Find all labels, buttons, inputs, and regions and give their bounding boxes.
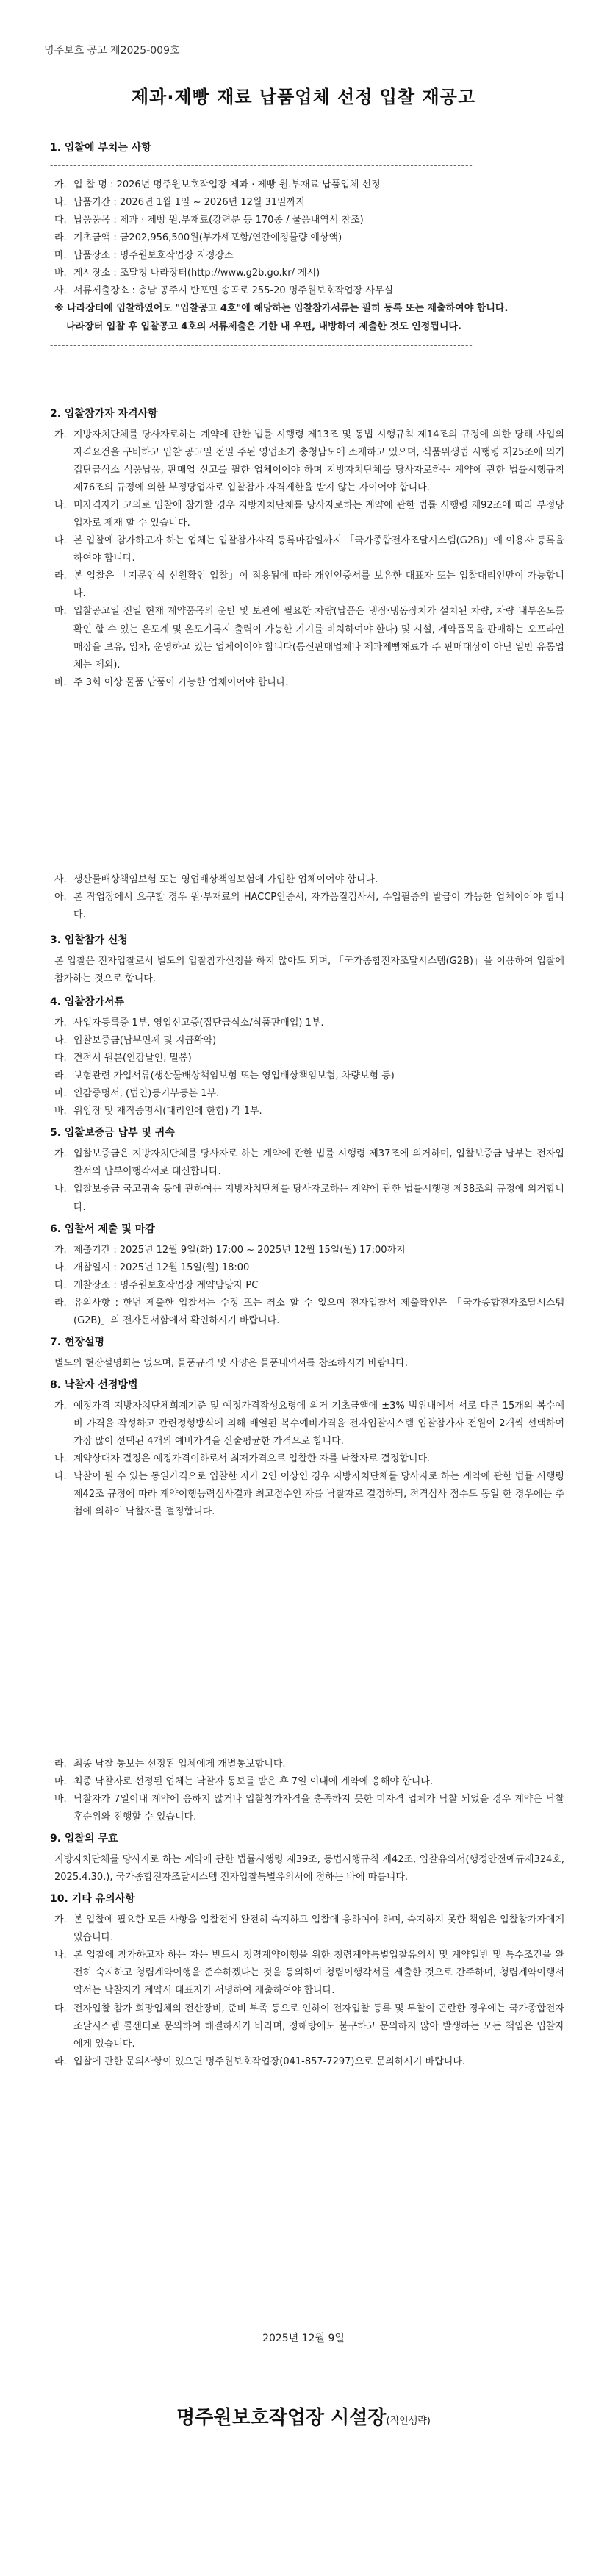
list-item-marker: 나.	[54, 1184, 67, 1195]
item-list	[50, 1398, 564, 1521]
list-item-text: 서류제출장소 : 충남 공주시 반포면 송곡로 255-20 명주원보호작업장 사무실	[73, 285, 394, 297]
section-text: 지방자치단체를 당사자로 하는 계약에 관한 법률시행령 제39조, 동법시행규칙 제42조, 입찰유의서(행정안전예규제324호, 2025.4.30.), 국가종합전자조달시스템 전자입찰특별유의서에 정하는 바에 따릅니다.	[54, 1854, 564, 1883]
section-text: 별도의 현장설명회는 없으며, 물품규격 및 사양은 물품내역서를 참조하시기 바랍니다.	[54, 1357, 408, 1369]
list-item-marker: 가.	[54, 1400, 67, 1412]
section-heading: 8. 낙찰자 선정방법	[50, 1378, 138, 1391]
list-item-marker: 다.	[54, 2003, 67, 2014]
section-heading: 9. 입찰의 무효	[50, 1833, 118, 1845]
seal-note: (직인생략)	[386, 2416, 431, 2427]
section-heading: 5. 입찰보증금 납부 및 귀속	[50, 1127, 175, 1139]
list-item	[54, 532, 564, 568]
list-item-marker: 나.	[54, 500, 67, 512]
list-item	[54, 2000, 564, 2053]
page-title: 제과·제빵 재료 납품업체 선정 입찰 재공고	[131, 87, 476, 107]
list-item-text: 생산물배상책임보험 또는 영업배상책임보험에 가입한 업체이어야 합니다.	[73, 874, 378, 885]
section-2	[50, 406, 564, 692]
list-item	[54, 426, 564, 497]
notice-note: ※ 나라장터에 입찰하였어도 "입찰공고 4호"에 해당하는 입찰참가서류는 필히 등록 또는 제출하여야 합니다.	[54, 303, 509, 315]
list-item	[54, 1295, 564, 1330]
list-item-text: 본 입찰은 「지문인식 신원확인 입찰」이 적용됨에 따라 개인인증서를 보유한 대표자 또는 입찰대리인만이 가능합니다.	[73, 570, 564, 600]
list-item-marker: 아.	[54, 892, 67, 904]
section-1	[50, 140, 564, 356]
list-item-text: 기초금액 : 금202,956,500원(부가세포함/연간예정물량 예상액)	[73, 232, 342, 244]
list-item	[54, 194, 564, 212]
list-item-marker: 사.	[54, 874, 67, 885]
list-item-marker: 다.	[54, 215, 67, 226]
section-heading: 10. 기타 유의사항	[50, 1893, 135, 1906]
list-item-marker: 나.	[54, 197, 67, 209]
list-item-text: 계약상대자 결정은 예정가격이하로서 최저가격으로 입찰한 자를 낙찰자로 결정합니다.	[73, 1453, 431, 1464]
list-item-marker: 가.	[54, 1148, 67, 1160]
list-item	[54, 871, 564, 889]
list-item-marker: 다.	[54, 1053, 67, 1065]
list-item-marker: 나.	[54, 1950, 67, 1961]
list-item-text: 납품장소 : 명주원보호작업장 지정장소	[73, 250, 234, 262]
list-item	[54, 1032, 564, 1050]
list-item-marker: 다.	[54, 1279, 67, 1291]
list-item	[54, 1773, 564, 1791]
notice-date: 2025년 12월 9일	[262, 2333, 345, 2344]
list-item-text: 유의사항 : 한번 제출한 입찰서는 수정 또는 취소 할 수 없으며 전자입찰서 제출확인은 「국가종합전자조달시스템(G2B)」의 전자문서함에서 확인하시기 바랍니다.	[73, 1297, 564, 1326]
list-item	[54, 1947, 564, 2000]
list-item-text: 게시장소 : 조달청 나라장터(http://www.g2b.go.kr/ 게시)	[73, 268, 320, 279]
list-item-text: 전자입찰 참가 희망업체의 전산장비, 준비 부족 등으로 인하여 전자입찰 등록 및 투찰이 곤란한 경우에는 국가종합전자조달시스템 콜센터로 문의하여 해결하시기 바라며, 정해방에도 불구하고 문의하지 않아 발생하는 모든 책임은 입찰자에게 있습니다.	[73, 2003, 564, 2050]
list-item-marker: 라.	[54, 2056, 67, 2067]
list-item	[54, 2053, 564, 2071]
list-item-text: 인감증명서, (법인)등기부등본 1부.	[73, 1088, 220, 1100]
divider: ------------------------------------------------------------------------------------------------------------	[50, 160, 473, 171]
list-item-marker: 라.	[54, 1759, 67, 1770]
list-item	[54, 176, 564, 194]
sections-3-8	[50, 932, 564, 1521]
list-item	[54, 1085, 564, 1103]
list-item-text: 낙찰이 될 수 있는 동일가격으로 입찰한 자가 2인 이상인 경우 지방자치단체를 당사자로 하는 계약에 관한 법률 시행령 제42조 규정에 따라 계약이행능력심사결과 최고점수인 자를 낙찰자로 결정하되, 적격심사 점수도 동일 한 경우에는 추첨에 의하여 낙찰자를 결정합니다.	[73, 1471, 564, 1518]
list-item-marker: 나.	[54, 1035, 67, 1047]
list-item	[54, 1145, 564, 1181]
list-item	[54, 1398, 564, 1450]
list-item-text: 견적서 원본(인감날인, 밀봉)	[73, 1053, 192, 1065]
issuer	[0, 2403, 607, 2430]
list-item	[54, 282, 564, 300]
list-item-marker: 가.	[54, 1914, 67, 1926]
list-item-marker: 나.	[54, 1453, 67, 1464]
list-item-text: 납품품목 : 제과 · 제빵 원.부재료(강력분 등 170종 / 물품내역서 참조)	[73, 215, 364, 226]
list-item-marker: 가.	[54, 429, 67, 440]
list-item-text: 최종 낙찰자로 선정된 업체는 낙찰자 통보를 받은 후 7일 이내에 계약에 응해야 합니다.	[73, 1776, 433, 1788]
list-item-text: 낙찰자가 7일이내 계약에 응하지 않거나 입찰참가자격을 충족하지 못한 미자격 업체가 낙찰 되었을 경우 계약은 낙찰 후순위와 진행할 수 있습니다.	[73, 1794, 564, 1823]
list-item-marker: 마.	[54, 1088, 67, 1100]
item-list	[50, 176, 564, 300]
sections-8-10	[50, 1756, 564, 2071]
list-item	[54, 1259, 564, 1277]
list-item	[54, 1450, 564, 1468]
list-item-text: 제출기간 : 2025년 12월 9일(화) 17:00 ~ 2025년 12월 15일(월) 17:00까지	[73, 1244, 406, 1256]
list-item-marker: 라.	[54, 1297, 67, 1309]
list-item	[54, 1242, 564, 1259]
list-item	[54, 1468, 564, 1521]
section-2-continued	[50, 871, 564, 924]
list-item-text: 입찰보증금 국고귀속 등에 관하여는 지방자치단체를 당사자로하는 계약에 관한 법률시행령 제38조의 규정에 의거합니다.	[73, 1184, 564, 1213]
issuer-name: 명주원보호작업장 시설장	[176, 2407, 387, 2429]
list-item	[54, 229, 564, 247]
list-item	[54, 247, 564, 265]
list-item-text: 최종 낙찰 통보는 선정된 업체에게 개별통보합니다.	[73, 1759, 286, 1770]
list-item	[54, 1756, 564, 1773]
section-heading: 7. 현장설명	[50, 1336, 105, 1348]
list-item-text: 입찰공고일 전일 현재 계약품목의 운반 및 보관에 필요한 차량(납품은 냉장·냉동장치가 설치된 차량, 차량 내부온도를 확인 할 수 있는 온도계 및 온도기록지 출력이 가능한 기기를 비치하여야 한다) 및 시설, 계약품목을 판매하는 오프라인 매장을 보유, 임차, 운영하고 있는 업체이어야 합니다(통신판매업체나 제과제빵재료가 주 판매대상이 아닌 일반 유통업체는 제외).	[73, 606, 564, 670]
section-heading: 2. 입찰참가자 자격사항	[50, 408, 158, 420]
list-item	[54, 568, 564, 603]
divider: ------------------------------------------------------------------------------------------------------------	[50, 339, 473, 350]
list-item-marker: 가.	[54, 179, 67, 190]
list-item-text: 본 입찰에 참가하고자 하는 자는 반드시 청렴계약이행을 위한 청렴계약특별입찰유의서 및 계약일반 및 특수조건을 완전히 숙지하고 청렴계약이행을 준수하겠다는 것을 동의하여 청렴이행각서를 제출한 것으로 간주하며, 청렴계약이행서약서는 낙찰자가 계약시 대표자가 서명하여 제출하여야 합니다.	[73, 1950, 564, 1997]
list-item-text: 보험관련 가입서류(생산물배상책임보험 또는 영업배상책임보험, 차량보험 등)	[73, 1070, 395, 1082]
list-item	[54, 603, 564, 673]
list-item	[54, 1181, 564, 1216]
list-item-marker: 다.	[54, 535, 67, 547]
list-item	[54, 212, 564, 229]
list-item	[54, 1911, 564, 1947]
list-item	[54, 1050, 564, 1067]
list-item-text: 납품기간 : 2026년 1월 1일 ~ 2026년 12월 31일까지	[73, 197, 305, 209]
list-item-marker: 라.	[54, 232, 67, 244]
list-item-text: 주 3회 이상 물품 납품이 가능한 업체이어야 합니다.	[73, 676, 289, 688]
section-heading: 6. 입찰서 제출 및 마감	[50, 1223, 155, 1235]
item-list	[50, 1015, 564, 1120]
list-item	[54, 1791, 564, 1826]
list-item-text: 사업자등록증 1부, 영업신고증(집단급식소/식품판매업) 1부.	[73, 1017, 324, 1029]
item-list	[50, 1911, 564, 2070]
list-item-text: 위임장 및 재직증명서(대리인에 한함) 각 1부.	[73, 1106, 262, 1117]
item-list	[50, 1145, 564, 1216]
item-list	[50, 426, 564, 692]
list-item	[54, 1015, 564, 1032]
notice-note: 나라장터 입찰 후 입찰공고 4호의 서류제출은 기한 내 우편, 내방하여 제출한 것도 인정됩니다.	[66, 321, 461, 333]
list-item-marker: 마.	[54, 250, 67, 262]
list-item	[54, 889, 564, 924]
list-item-marker: 마.	[54, 606, 67, 618]
list-item-text: 입 찰 명 : 2026년 명주원보호작업장 제과 · 제빵 원.부재료 납품업체 선정	[73, 179, 381, 190]
list-item-text: 입찰에 관한 문의사항이 있으면 명주원보호작업장(041-857-7297)으로 문의하시기 바랍니다.	[73, 2056, 466, 2067]
list-item	[54, 497, 564, 532]
section-heading: 1. 입찰에 부치는 사항	[50, 142, 151, 154]
list-item-marker: 가.	[54, 1244, 67, 1256]
list-item-marker: 라.	[54, 1070, 67, 1082]
list-item-text: 입찰보증금(납부면제 및 지급확약)	[73, 1035, 217, 1047]
list-item-text: 입찰보증금은 지방자치단체를 당사자로 하는 계약에 관한 법률 시행령 제37조에 의거하며, 입찰보증금 납부는 전자입찰서의 납부이행각서로 대신합니다.	[73, 1148, 564, 1178]
list-item	[54, 1067, 564, 1085]
list-item	[54, 674, 564, 692]
list-item-marker: 나.	[54, 1262, 67, 1273]
list-item-marker: 바.	[54, 1794, 67, 1806]
list-item-marker: 바.	[54, 268, 67, 279]
list-item-text: 본 입찰에 참가하고자 하는 업체는 입찰참가자격 등록마감일까지 「국가종합전자조달시스템(G2B)」에 이용자 등록을 하여야 합니다.	[73, 535, 564, 565]
list-item-text: 개찰장소 : 명주원보호작업장 계약담당자 PC	[73, 1279, 259, 1291]
list-item-marker: 가.	[54, 1017, 67, 1029]
section-heading: 3. 입찰참가 신청	[50, 934, 128, 946]
item-list	[50, 1242, 564, 1330]
section-text: 본 입찰은 전자입찰로서 별도의 입찰참가신청을 하지 않아도 되며, 「국가종합전자조달시스템(G2B)」을 이용하여 입찰에 참가하는 것으로 합니다.	[54, 956, 564, 985]
item-list	[50, 1756, 564, 1826]
item-list	[50, 871, 564, 924]
list-item-marker: 바.	[54, 676, 67, 688]
list-item	[54, 1103, 564, 1120]
list-item-text: 개찰일시 : 2025년 12월 15일(월) 18:00	[73, 1262, 250, 1273]
section-heading: 4. 입찰참가서류	[50, 996, 125, 1009]
notice-number: 명주보호 공고 제2025-009호	[44, 45, 180, 57]
list-item-text: 본 작업장에서 요구할 경우 원·부재료의 HACCP인증서, 자가품질검사서, 수입필증의 발급이 가능한 업체이어야 합니다.	[73, 892, 564, 921]
list-item-text: 본 입찰에 필요한 모든 사항을 입찰전에 완전히 숙지하고 입찰에 응하여야 하며, 숙지하지 못한 책임은 입찰참가자에게 있습니다.	[73, 1914, 564, 1944]
list-item-text: 미자격자가 고의로 입찰에 참가할 경우 지방자치단체를 당사자로하는 계약에 관한 법률 시행령 제92조에 따라 부정당업자로 제재 할 수 있습니다.	[73, 500, 564, 529]
list-item	[54, 265, 564, 282]
list-item-marker: 다.	[54, 1471, 67, 1483]
list-item-text: 지방자치단체를 당사자로하는 계약에 관한 법률 시행령 제13조 및 동법 시행규칙 제14조의 규정에 의한 당해 사업의 자격요건을 구비하고 입찰 공고일 전일 주된 영업소가 충청남도에 소재하고 있으며, 식품위생법 시행령 제25조에 의거 집단급식소 식품납품, 판매업 신고를 필한 업체이어야 하며 지방자치단체를 당사자로하는 계약에 관한 법률시행규칙 제76조의 규정에 의한 부정당업자로 입찰참가 자격제한을 받지 않는 자이어야 합니다.	[73, 429, 564, 494]
list-item-marker: 바.	[54, 1106, 67, 1117]
list-item-marker: 마.	[54, 1776, 67, 1788]
list-item	[54, 1277, 564, 1295]
list-item-marker: 사.	[54, 285, 67, 297]
list-item-marker: 라.	[54, 570, 67, 582]
list-item-text: 예정가격 지방자치단체회계기준 및 예정가격작성요령에 의거 기초금액에 ±3% 범위내에서 서로 다른 15개의 복수예비 가격을 작성하고 관련정형방식에 의해 배열된 복수예비가격을 전자입찰시스템 입찰참가자 전원이 2개씩 선택하여 가장 많이 선택된 4개의 예비가격을 산술평균한 가격으로 합니다.	[73, 1400, 564, 1447]
